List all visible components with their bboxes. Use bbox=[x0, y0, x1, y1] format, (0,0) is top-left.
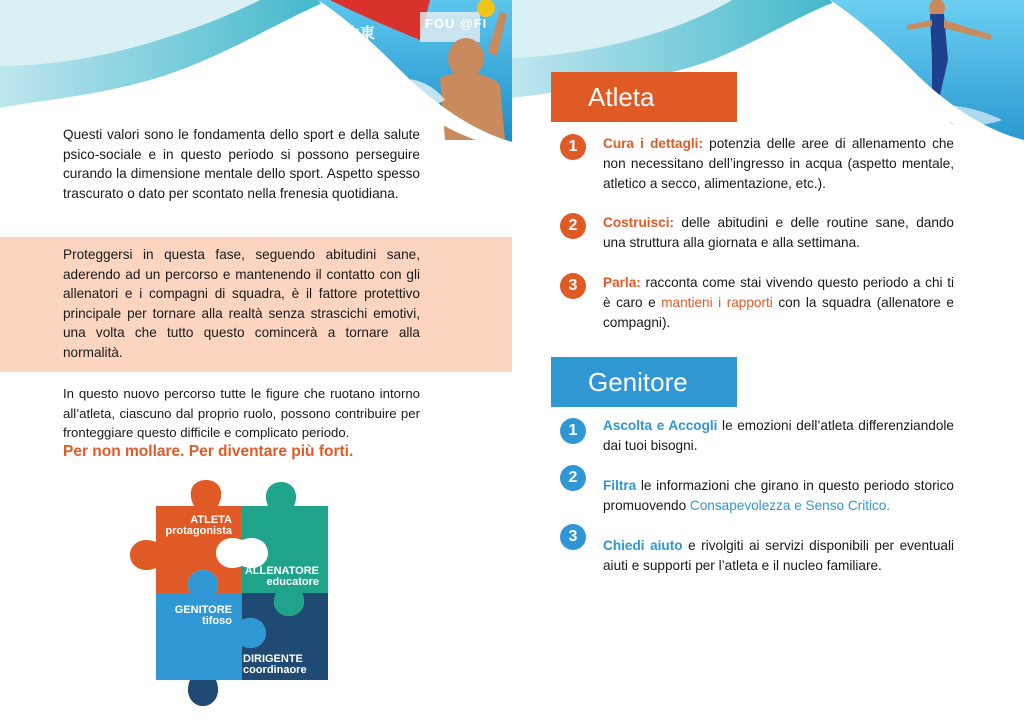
puzzle-label-atleta: ATLETA protagonista bbox=[165, 514, 232, 537]
number-badge: 2 bbox=[560, 213, 586, 239]
number-badge: 1 bbox=[560, 418, 586, 444]
number-badge: 3 bbox=[560, 273, 586, 299]
puzzle-label-genitore: GENITORE tifoso bbox=[174, 604, 232, 627]
number-badge: 1 bbox=[560, 134, 586, 160]
section-title-atleta: Atleta bbox=[551, 72, 737, 122]
puzzle-label-dirigente: DIRIGENTE coordinaore bbox=[243, 653, 307, 676]
parent-item-1: Ascolta e Accogli le emozioni dell’atleta differenziandole dai tuoi bisogni. bbox=[603, 418, 954, 453]
athlete-item-2: Costruisci: delle abitudini e delle routine sane, dando una struttura alla giornata e alla settimana. bbox=[603, 215, 954, 250]
section-title-genitore: Genitore bbox=[551, 357, 737, 407]
photo-sign: FOU @FI bbox=[425, 16, 488, 31]
athlete-item-1: Cura i dettagli: potenzia delle aree di allenamento che non necessitano dell’ingresso in acqua (aspetto mentale, atletico a secco, alimentazione, etc.). bbox=[603, 136, 954, 191]
slogan: Per non mollare. Per diventare più forti. bbox=[63, 443, 354, 460]
highlight-paragraph: Proteggersi in questa fase, seguendo abitudini sane, aderendo ad un percorso e mantenendo il contatto con gli allenatori e i compagni di squadra, è il fattore protettivo principale per tornare alla realtà senza strascichi emotivi, una volta che tutto questo comincerà a tornare alla normalità. bbox=[63, 247, 420, 360]
intro-paragraph: Questi valori sono le fondamenta dello sport e della salute psico-sociale e in questo periodo si possono perseguire curando la dimensione mentale dello sport. Aspetto spesso trascurato o dato per scontato nella frenesia quotidiana. bbox=[63, 127, 420, 201]
parent-item-3: Chiedi aiuto e rivolgiti ai servizi disponibili per eventuali aiuti e supporti per l’atleta e il nucleo familiare. bbox=[603, 538, 954, 573]
athlete-item-3: Parla: racconta come stai vivendo questo periodo a chi ti è caro e mantieni i rapporti con la squadra (allenatore e compagni). bbox=[603, 275, 954, 330]
number-badge: 3 bbox=[560, 524, 586, 550]
path-paragraph: In questo nuovo percorso tutte le figure che ruotano intorno all’atleta, ciascuno dal proprio ruolo, possono contribuire per fronteggiare questo difficile e complicato periodo. bbox=[63, 386, 420, 440]
photo-sign-cjk: 山東 bbox=[345, 25, 376, 42]
puzzle-label-allenatore: ALLENATORE educatore bbox=[244, 565, 319, 588]
number-badge: 2 bbox=[560, 465, 586, 491]
parent-item-2: Filtra le informazioni che girano in questo periodo storico promuovendo Consapevolezza e Senso Critico. bbox=[603, 478, 954, 513]
